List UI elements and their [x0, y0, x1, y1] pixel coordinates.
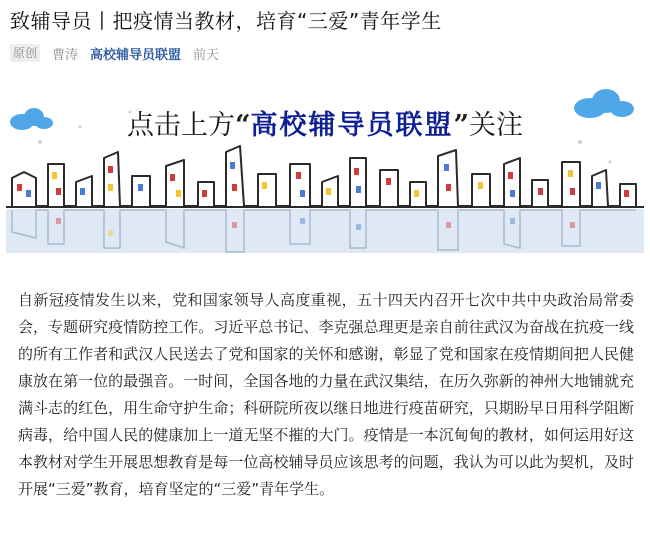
original-badge: 原创: [10, 44, 40, 62]
banner-quote-open: “: [234, 110, 251, 141]
banner-quote-close: ”: [453, 110, 470, 141]
article-body: 自新冠疫情发生以来，党和国家领导人高度重视，五十四天内召开七次中共中央政治局常委会，专题研究疫情防控工作。习近平总书记、李克强总理更是亲自前往武汉为奋战在抗疫一线的所有工作者和武汉人民送去了党和国家的关怀和感谢，彰显了党和国家在疫情期间把人民健康放在第一位的最强音。一时间，全国各地的力量在武汉集结，在历久弥新的神州大地铺就充满斗志的红色，用生命守护生命；科研院所夜以继日地进行疫苗研究，只期盼早日用科学阻断病毒，给中国人民的健康加上一道无坚不摧的大门。疫情是一本沉甸甸的教材，如何运用好这本教材对学生开展思想教育是每一位高校辅导员应该思考的问题，我认为可以此为契机，及时开展“三爱”教育，培育坚定的“三爱”青年学生。: [18, 291, 634, 498]
publish-time: 前天: [193, 47, 220, 63]
account-link[interactable]: 高校辅导员联盟: [90, 47, 182, 63]
article-meta: [10, 42, 219, 64]
follow-banner[interactable]: [0, 72, 650, 282]
banner-lead-text: 点击上方: [126, 110, 235, 141]
author-name[interactable]: 曹涛: [52, 47, 79, 63]
follow-banner-text: [0, 106, 650, 146]
banner-tail-text: 关注: [469, 110, 524, 141]
article-title: 致辅导员丨把疫情当教材，培育“三爱”青年学生: [10, 9, 442, 33]
city-skyline-illustration: [0, 72, 650, 282]
banner-brand-name: 高校辅导员联盟: [250, 110, 454, 141]
